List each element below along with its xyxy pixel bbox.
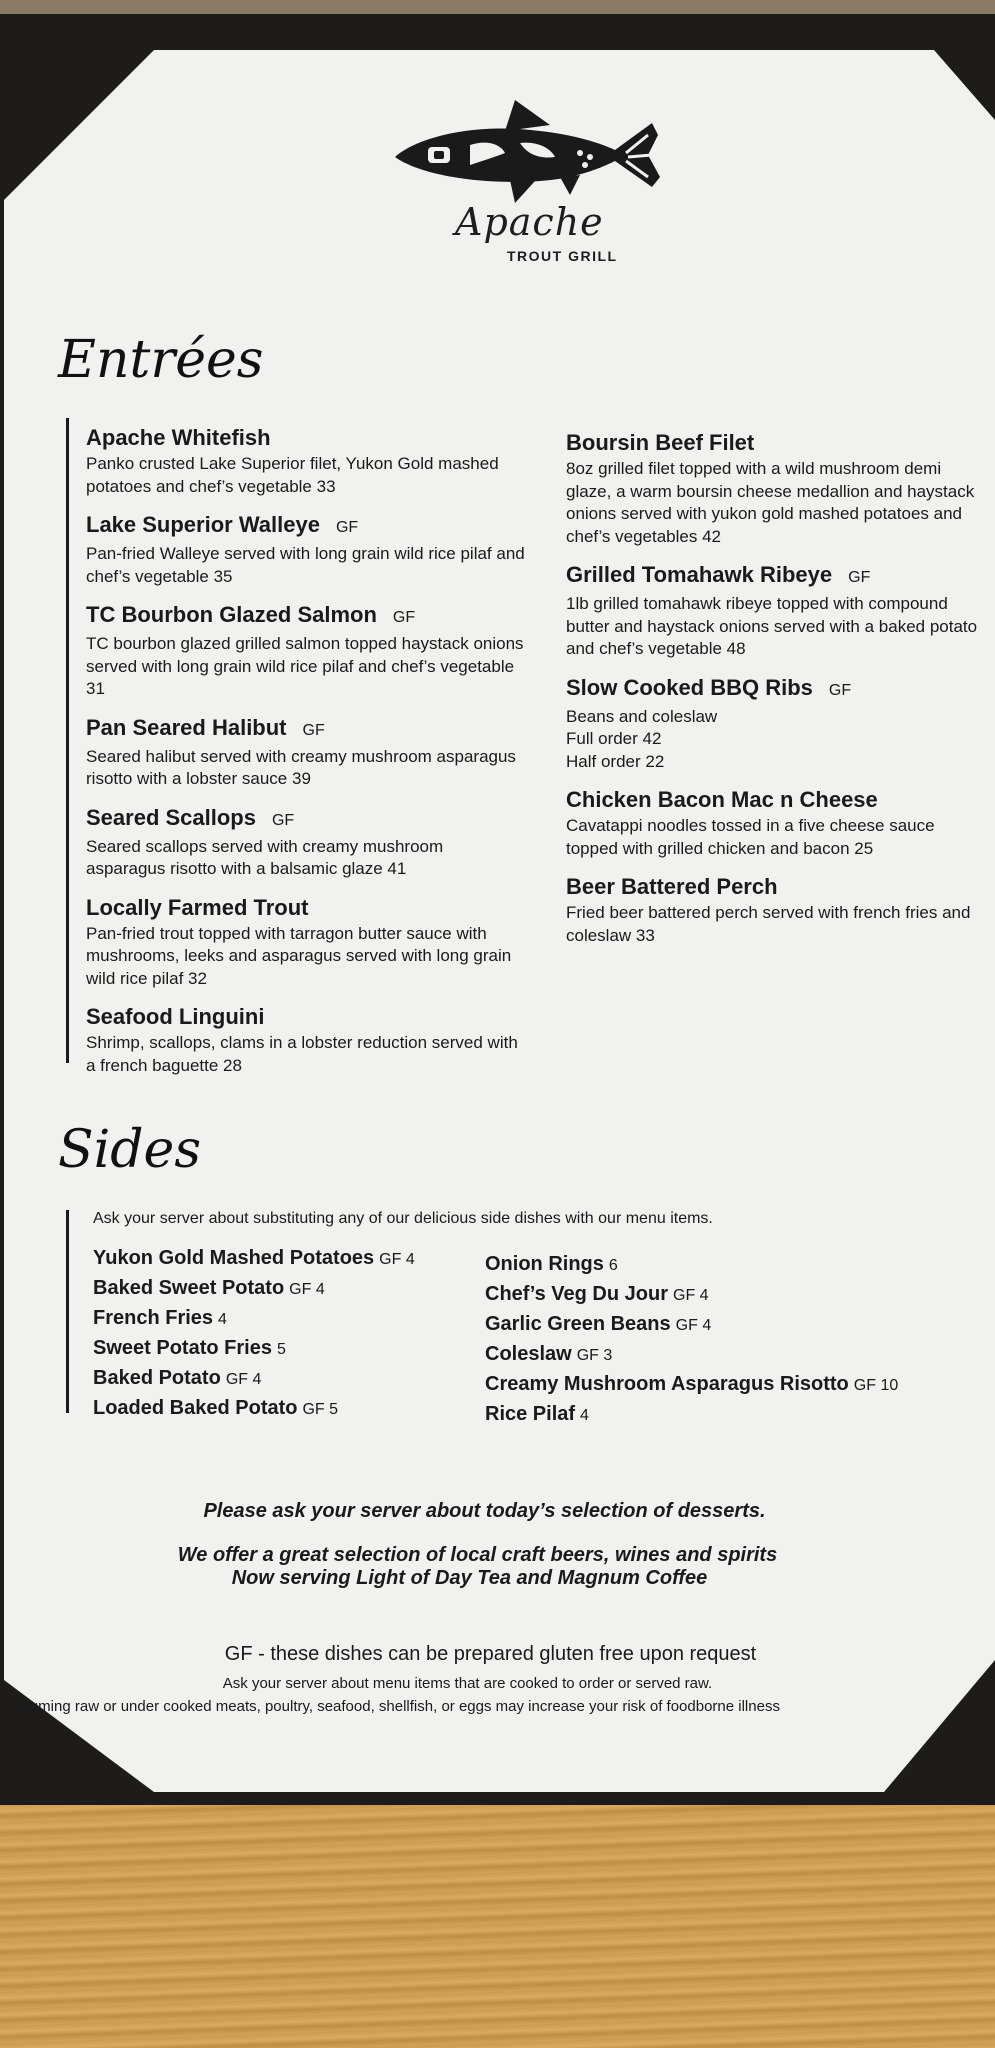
menu-item-description: Shrimp, scallops, clams in a lobster reduction served with a french baguette 28	[86, 1033, 518, 1075]
menu-item-title: Pan Seared Halibut	[86, 714, 287, 740]
side-item-name: French Fries	[93, 1307, 214, 1329]
menu-item	[566, 560, 991, 661]
menu-item-name	[566, 872, 991, 902]
menu-item-name	[566, 785, 991, 815]
gluten-free-tag: GF	[271, 811, 295, 829]
side-item-price: 4	[580, 1407, 589, 1424]
menu-item	[566, 673, 991, 774]
menu-item-name	[86, 803, 526, 836]
side-item-price: 5	[276, 1341, 286, 1358]
menu-item-name	[86, 510, 526, 543]
menu-item	[86, 1002, 526, 1077]
menu-item-description: 1lb grilled tomahawk ribeye topped with compound butter and haystack onions served with a baked potato and chef’s vegetable 48	[566, 594, 978, 658]
sides-note: Ask your server about substituting any of our delicious side dishes with our menu items.	[93, 1210, 713, 1227]
side-item-price: GF 4	[225, 1371, 262, 1388]
menu-item-title: Slow Cooked BBQ Ribs	[566, 674, 813, 700]
gluten-free-tag: GF	[335, 519, 359, 536]
side-item-price: GF 5	[302, 1401, 339, 1418]
side-item	[485, 1280, 898, 1310]
menu-item	[86, 600, 526, 701]
sides-heading: Sides	[58, 1120, 201, 1180]
side-item	[93, 1364, 415, 1394]
side-item-price: GF 4	[675, 1317, 712, 1334]
gluten-free-note: GF - these dishes can be prepared gluten free upon request	[224, 1643, 757, 1665]
menu-item-title: Beer Battered Perch	[566, 874, 778, 899]
menu-item-description: Seared halibut served with creamy mushroom asparagus risotto with a lobster sauce 39	[86, 746, 516, 788]
side-item-price: 4	[218, 1311, 227, 1328]
side-item	[485, 1370, 898, 1400]
menu-item-title: Locally Farmed Trout	[86, 894, 309, 920]
side-item-price: 6	[608, 1257, 618, 1274]
side-item	[93, 1304, 415, 1334]
brand-subtitle: TROUT GRILL	[507, 248, 618, 264]
menu-item-name	[566, 673, 991, 706]
menu-item-title: Seafood Linguini	[86, 1004, 265, 1029]
menu-item-description: Beans and coleslaw Full order 42 Half order 22	[566, 706, 718, 771]
menu-item-description: Pan-fried Walleye served with long grain wild rice pilaf and chef’s vegetable 35	[86, 544, 525, 586]
entrees-right-column	[566, 428, 991, 959]
side-item	[93, 1394, 415, 1424]
menu-item-name	[86, 1002, 526, 1032]
menu-item	[86, 893, 526, 991]
side-item-price: GF 10	[853, 1377, 899, 1394]
sides-divider-line	[66, 1210, 69, 1413]
menu-item	[566, 872, 991, 947]
side-item	[485, 1400, 898, 1430]
menu-item	[566, 785, 991, 860]
side-item-name: Creamy Mushroom Asparagus Risotto	[485, 1373, 849, 1395]
menu-item	[86, 713, 526, 791]
wooden-table	[0, 1805, 995, 2048]
menu-item-description: Pan-fried trout topped with tarragon butter sauce with mushrooms, leeks and asparagus served with long grain wild rice pilaf 32	[86, 923, 512, 988]
menu-item-title: Lake Superior Walleye	[86, 512, 320, 537]
sides-right-column	[485, 1250, 898, 1430]
menu-item-title: Chicken Bacon Mac n Cheese	[566, 787, 878, 812]
menu-item-title: Apache Whitefish	[86, 425, 271, 450]
brand-name: Apache	[455, 200, 604, 244]
menu-item-name	[86, 893, 526, 923]
menu-item-description: TC bourbon glazed grilled salmon topped haystack onions served with long grain wild rice pilaf and chef’s vegetable 31	[86, 634, 524, 698]
side-item-price: GF 4	[379, 1251, 415, 1268]
sides-left-column	[93, 1244, 415, 1424]
menu-item-title: Seared Scallops	[86, 804, 256, 830]
menu-item-title: Boursin Beef Filet	[566, 430, 755, 455]
menu-item-title: Grilled Tomahawk Ribeye	[566, 562, 833, 587]
menu-item-name	[86, 713, 526, 746]
raw-food-note: Ask your server about menu items that are cooked to order or served raw.	[222, 1675, 713, 1692]
side-item-name: Chef’s Veg Du Jour	[485, 1283, 668, 1305]
menu-item	[86, 510, 526, 588]
gluten-free-tag: GF	[848, 569, 871, 586]
side-item-name: Rice Pilaf	[485, 1403, 576, 1425]
entrees-left-column	[86, 423, 526, 1089]
menu-item-description: 8oz grilled filet topped with a wild mushroom demi glaze, a warm boursin cheese medallion and haystack onions served with yukon gold mashed potatoes and chef’s vegetables 42	[566, 459, 975, 546]
gluten-free-tag: GF	[828, 681, 852, 699]
side-item-price: GF 4	[289, 1281, 325, 1298]
menu-item-name	[86, 600, 526, 633]
side-item-name: Sweet Potato Fries	[93, 1337, 272, 1359]
foodborne-warning: nsuming raw or under cooked meats, poultry, seafood, shellfish, or eggs may increase your risk of foodborne illness	[14, 1698, 780, 1715]
drinks-note: We offer a great selection of local craft beers, wines and spirits	[177, 1544, 778, 1566]
side-item	[93, 1274, 415, 1304]
entrees-heading: Entrées	[58, 330, 264, 390]
side-item-name: Garlic Green Beans	[485, 1313, 671, 1335]
side-item-name: Loaded Baked Potato	[93, 1397, 298, 1419]
menu-item-description: Seared scallops served with creamy mushroom asparagus risotto with a balsamic glaze 41	[86, 836, 444, 878]
menu-item-description: Panko crusted Lake Superior filet, Yukon Gold mashed potatoes and chef’s vegetable 33	[86, 454, 499, 496]
menu-item	[566, 428, 991, 548]
entrees-divider-line	[66, 418, 69, 1063]
side-item-name: Yukon Gold Mashed Potatoes	[93, 1247, 375, 1269]
coffee-note: Now serving Light of Day Tea and Magnum Coffee	[231, 1567, 708, 1589]
menu-item	[86, 423, 526, 498]
side-item	[485, 1250, 898, 1280]
menu-item-name	[566, 428, 991, 458]
menu-item-description: Cavatappi noodles tossed in a five cheese sauce topped with grilled chicken and bacon 25	[566, 816, 935, 858]
side-item	[93, 1244, 415, 1274]
desserts-note: Please ask your server about today’s selection of desserts.	[203, 1500, 766, 1522]
menu-item-title: TC Bourbon Glazed Salmon	[86, 602, 377, 627]
gluten-free-tag: GF	[392, 609, 416, 626]
side-item-price: GF 3	[576, 1347, 613, 1364]
gluten-free-tag: GF	[302, 721, 325, 739]
menu-item-description: Fried beer battered perch served with french fries and coleslaw 33	[566, 903, 971, 945]
side-item	[93, 1334, 415, 1364]
side-item-name: Coleslaw	[485, 1343, 572, 1365]
side-item-price: GF 4	[673, 1287, 709, 1304]
side-item-name: Baked Potato	[93, 1367, 221, 1389]
side-item	[485, 1340, 898, 1370]
menu-item	[86, 803, 526, 881]
side-item-name: Baked Sweet Potato	[93, 1277, 285, 1299]
menu-item-name	[566, 560, 991, 593]
menu-item-name	[86, 423, 526, 453]
side-item	[485, 1310, 898, 1340]
side-item-name: Onion Rings	[485, 1253, 604, 1275]
